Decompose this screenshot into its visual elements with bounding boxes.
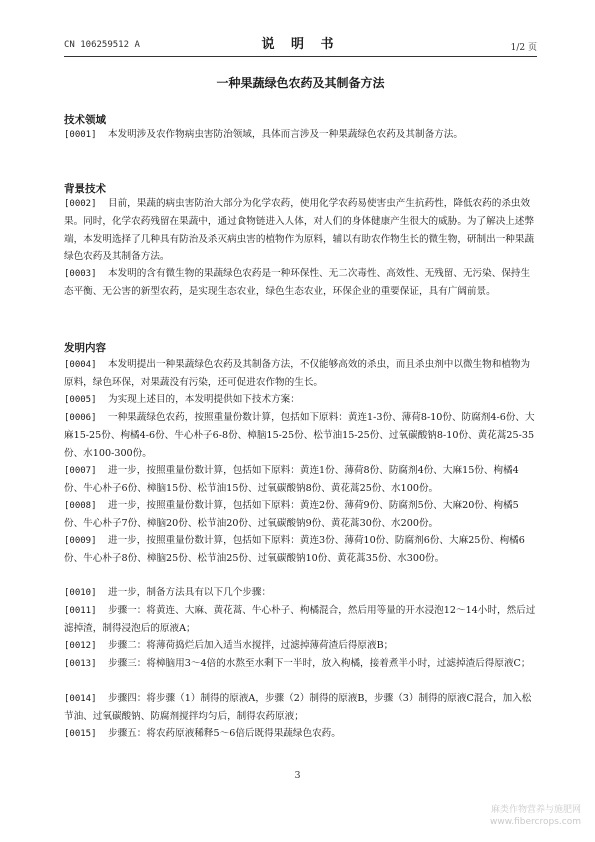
paragraph <box>64 655 536 673</box>
paragraph-text: 进一步，按照重量份数计算，包括如下原料：黄连1份、薄荷8份、防腐剂4份、大麻15份、枸橘4份、牛心朴子6份、樟脑15份、松节油15份、过氧碳酸钠8份、黄花蒿25份、水100份。 <box>64 465 519 495</box>
paragraph-number: [0002] <box>64 199 97 209</box>
paragraph-number: [0006] <box>64 413 97 423</box>
section-heading-summary: 发明内容 <box>64 342 106 354</box>
paragraph-number: [0013] <box>64 659 97 669</box>
paragraph <box>64 409 536 462</box>
paragraph-text: 步骤三：将樟脑用3～4倍的水熬至水剩下一半时，放入枸橘，接着煮半小时，过滤掉渣后得原液C； <box>108 658 531 669</box>
paragraph-number: [0010] <box>64 588 97 598</box>
paragraph-number: [0009] <box>64 536 97 546</box>
paragraph-text: 为实现上述目的，本发明提供如下技术方案： <box>108 394 300 405</box>
paragraph <box>64 195 536 266</box>
paragraph <box>64 391 536 409</box>
paragraph-number: [0007] <box>64 466 97 476</box>
watermark-title: 麻类作物营养与施肥网 <box>490 805 581 815</box>
doc-type-label: 说 明 书 <box>261 37 340 52</box>
paragraph <box>64 462 536 498</box>
section-heading-technical-field: 技术领域 <box>64 114 106 126</box>
paragraph-text: 本发明涉及农作物病虫害防治领域，具体而言涉及一种果蔬绿色农药及其制备方法。 <box>108 129 463 140</box>
paragraph-number: [0008] <box>64 501 97 511</box>
paragraph-number: [0011] <box>64 606 97 616</box>
paragraph-number: [0012] <box>64 641 97 651</box>
paragraph <box>64 584 536 602</box>
paragraph-text: 步骤五：将农药原液稀释5～6倍后既得果蔬绿色农药。 <box>108 728 341 739</box>
watermark <box>490 804 581 828</box>
paragraph-text: 本发明的含有微生物的果蔬绿色农药是一种环保性、无二次毒性、高效性、无残留、无污染、保持生态平衡、无公害的新型农药，是实现生态农业，绿色生态农业，环保企业的重要保证，具有广阔前景。 <box>64 268 531 298</box>
paragraph-text: 进一步，按照重量份数计算，包括如下原料：黄连2份、薄荷9份、防腐剂5份、大麻20份、枸橘5份、牛心朴子7份、樟脑20份、松节油20份、过氧碳酸钠9份、黄花蒿30份、水200份。 <box>64 500 519 530</box>
paragraph <box>64 126 536 144</box>
paragraph-number: [0004] <box>64 360 97 370</box>
page-header <box>64 28 537 56</box>
paragraph <box>64 602 536 638</box>
page-number: 3 <box>294 770 301 781</box>
paragraph-number: [0015] <box>64 729 97 739</box>
paragraph <box>64 637 536 655</box>
paragraph-text: 步骤一：将黄连、大麻、黄花蒿、牛心朴子、枸橘混合，然后用等量的开水浸泡12～14小时，然后过滤掉渣，制得浸泡后的原液A； <box>64 605 536 635</box>
paragraph <box>64 356 536 392</box>
paragraph <box>64 532 536 568</box>
paragraph <box>64 690 536 726</box>
paragraph-number: [0003] <box>64 269 97 279</box>
section-heading-background: 背景技术 <box>64 183 106 195</box>
header-divider <box>64 56 537 57</box>
paragraph-text: 目前，果蔬的病虫害防治大部分为化学农药，使用化学农药易使害虫产生抗药性，降低农药的杀虫效果。同时，化学农药残留在果蔬中，通过食物链进入人体，对人们的身体健康产生很大的威胁。为了解决上述弊端，本发明选择了几种具有防治及杀灭病虫害的植物作为原料，辅以有助农作物生长的微生物，研制出一种果蔬绿色农药及其制备方法。 <box>64 198 535 263</box>
watermark-url: www.fibercrops.com <box>490 817 581 827</box>
paragraph-number: [0005] <box>64 395 97 405</box>
paragraph <box>64 497 536 533</box>
page-indicator: 1/2 页 <box>510 43 537 53</box>
paragraph-text: 一种果蔬绿色农药，按照重量份数计算，包括如下原料：黄连1-3份、薄荷8-10份、防腐剂4-6份、大麻15-25份、枸橘4-6份、牛心朴子6-8份、樟脑15-25份、松节油15-25份、过氧碳酸钠8-10份、黄花蒿25-35份、水100-300份。 <box>64 412 535 459</box>
paragraph-text: 进一步，按照重量份数计算，包括如下原料：黄连3份、薄荷10份、防腐剂6份、大麻25份、枸橘6份、牛心朴子8份、樟脑25份、松节油25份、过氧碳酸钠10份、黄花蒿35份、水300份。 <box>64 535 525 565</box>
paragraph-text: 本发明提出一种果蔬绿色农药及其制备方法，不仅能够高效的杀虫，而且杀虫剂中以微生物和植物为原料，绿色环保，对果蔬没有污染，还可促进农作物的生长。 <box>64 359 531 389</box>
paragraph-text: 进一步，制备方法具有以下几个步骤： <box>108 587 272 598</box>
paragraph <box>64 725 536 743</box>
paragraph-number: [0014] <box>64 694 97 704</box>
document-title: 一种果蔬绿色农药及其制备方法 <box>216 76 385 90</box>
paragraph-number: [0001] <box>64 130 97 140</box>
paragraph <box>64 265 536 301</box>
paragraph-text: 步骤四：将步骤（1）制得的原液A，步骤（2）制得的原液B，步骤（3）制得的原液C混合，加入松节油、过氧碳酸钠、防腐剂搅拌均匀后，制得农药原液； <box>64 693 532 723</box>
paragraph-text: 步骤二：将薄荷捣烂后加入适当水搅拌，过滤掉薄荷渣后得原液B； <box>108 640 394 651</box>
publication-number: CN 106259512 A <box>64 40 140 50</box>
